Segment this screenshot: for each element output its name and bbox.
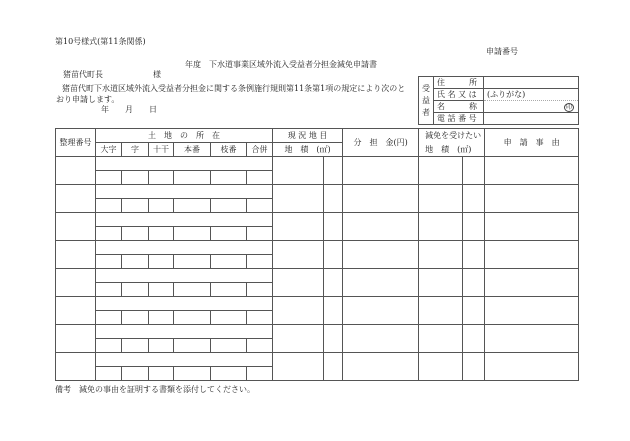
ref-no-cell[interactable]	[56, 269, 96, 297]
edaban-cell[interactable]	[211, 199, 247, 213]
land-area-decimal-cell[interactable]	[324, 297, 343, 325]
aza-cell[interactable]	[122, 339, 149, 353]
gappei-cell[interactable]	[247, 171, 273, 185]
location-cell[interactable]	[96, 269, 273, 283]
table-row	[56, 185, 579, 199]
share-cell[interactable]	[343, 241, 419, 269]
jikkan-cell[interactable]	[149, 255, 174, 269]
gappei-cell[interactable]	[247, 199, 273, 213]
aza-cell[interactable]	[122, 311, 149, 325]
jikkan-cell[interactable]	[149, 367, 174, 381]
jikkan-cell[interactable]	[149, 199, 174, 213]
oaza-cell[interactable]	[96, 367, 122, 381]
honban-cell[interactable]	[174, 227, 211, 241]
ref-no-cell[interactable]	[56, 325, 96, 353]
land-area-cell[interactable]	[273, 269, 324, 297]
table-row	[56, 269, 579, 283]
oaza-cell[interactable]	[96, 311, 122, 325]
header-gappei: 合併	[247, 143, 273, 157]
exempt-area-decimal-cell[interactable]	[463, 353, 485, 381]
oaza-cell[interactable]	[96, 199, 122, 213]
honban-cell[interactable]	[174, 283, 211, 297]
honban-cell[interactable]	[174, 171, 211, 185]
ref-no-cell[interactable]	[56, 297, 96, 325]
header-honban: 本番	[174, 143, 211, 157]
exempt-area-cell[interactable]	[419, 297, 463, 325]
honban-cell[interactable]	[174, 255, 211, 269]
land-area-cell[interactable]	[273, 297, 324, 325]
exempt-area-cell[interactable]	[419, 353, 463, 381]
name-label: 氏 名 又 は	[434, 89, 484, 101]
reason-cell[interactable]	[485, 241, 579, 269]
gappei-cell[interactable]	[247, 367, 273, 381]
side-char: 受	[422, 83, 430, 93]
name-label-2: 名 称	[434, 101, 484, 113]
reason-cell[interactable]	[485, 157, 579, 185]
land-area-cell[interactable]	[273, 325, 324, 353]
header-jikkan: 十干	[149, 143, 174, 157]
ref-no-cell[interactable]	[56, 157, 96, 185]
location-cell[interactable]	[96, 241, 273, 255]
exempt-area-cell[interactable]	[419, 157, 463, 185]
reason-cell[interactable]	[485, 297, 579, 325]
oaza-cell[interactable]	[96, 283, 122, 297]
seal-icon: 印	[565, 104, 572, 111]
side-char: 者	[422, 107, 430, 117]
furigana-field[interactable]	[484, 89, 579, 101]
land-area-cell[interactable]	[273, 353, 324, 381]
land-area-decimal-cell[interactable]	[324, 185, 343, 213]
jikkan-cell[interactable]	[149, 227, 174, 241]
share-cell[interactable]	[343, 213, 419, 241]
table-row	[56, 297, 579, 311]
recipient-side-label	[419, 77, 434, 125]
exempt-area-decimal-cell[interactable]	[463, 157, 485, 185]
location-cell[interactable]	[96, 213, 273, 227]
edaban-cell[interactable]	[211, 311, 247, 325]
phone-label: 電 話 番 号	[434, 113, 484, 125]
edaban-cell[interactable]	[211, 283, 247, 297]
honban-cell[interactable]	[174, 311, 211, 325]
body-text-line2: おり申請します。	[56, 95, 120, 104]
jikkan-cell[interactable]	[149, 171, 174, 185]
aza-cell[interactable]	[122, 283, 149, 297]
jikkan-cell[interactable]	[149, 283, 174, 297]
exempt-area-decimal-cell[interactable]	[463, 185, 485, 213]
gappei-cell[interactable]	[247, 311, 273, 325]
ref-no-cell[interactable]	[56, 241, 96, 269]
table-row	[56, 213, 579, 227]
land-area-cell[interactable]	[273, 241, 324, 269]
side-char: 益	[422, 95, 430, 105]
reason-cell[interactable]	[485, 213, 579, 241]
form-number: 第10号様式(第11条関係)	[55, 37, 146, 46]
aza-cell[interactable]	[122, 171, 149, 185]
land-area-decimal-cell[interactable]	[324, 213, 343, 241]
gappei-cell[interactable]	[247, 283, 273, 297]
date-day: 日	[149, 105, 157, 114]
table-row	[56, 241, 579, 255]
aza-cell[interactable]	[122, 199, 149, 213]
header-aza: 字	[122, 143, 149, 157]
exempt-area-cell[interactable]	[419, 269, 463, 297]
header-reason: 申 請 事 由	[485, 129, 579, 157]
location-cell[interactable]	[96, 157, 273, 171]
gappei-cell[interactable]	[247, 255, 273, 269]
ref-no-cell[interactable]	[56, 353, 96, 381]
land-area-cell[interactable]	[273, 213, 324, 241]
header-oaza: 大字	[96, 143, 122, 157]
location-cell[interactable]	[96, 353, 273, 367]
exempt-area-decimal-cell[interactable]	[463, 213, 485, 241]
edaban-cell[interactable]	[211, 339, 247, 353]
jikkan-cell[interactable]	[149, 311, 174, 325]
oaza-cell[interactable]	[96, 255, 122, 269]
honban-cell[interactable]	[174, 367, 211, 381]
exempt-area-cell[interactable]	[419, 325, 463, 353]
ref-no-cell[interactable]	[56, 185, 96, 213]
honban-cell[interactable]	[174, 339, 211, 353]
header-edaban: 枝番	[211, 143, 247, 157]
application-table	[55, 128, 579, 381]
share-cell[interactable]	[343, 185, 419, 213]
aza-cell[interactable]	[122, 367, 149, 381]
exempt-area-cell[interactable]	[419, 241, 463, 269]
table-row	[56, 353, 579, 367]
note: 備考 減免の事由を証明する書類を添付してください。	[55, 385, 255, 394]
exempt-area-cell[interactable]	[419, 213, 463, 241]
header-exempt-area: 地 積 (㎡)	[419, 143, 485, 157]
reason-cell[interactable]	[485, 185, 579, 213]
furigana-label: (ふりがな)	[487, 90, 526, 99]
address-field[interactable]	[484, 77, 579, 89]
oaza-cell[interactable]	[96, 339, 122, 353]
location-cell[interactable]	[96, 185, 273, 199]
honorific: 様	[153, 70, 161, 79]
header-location: 土 地 の 所 在	[96, 129, 273, 143]
aza-cell[interactable]	[122, 255, 149, 269]
body-text-line1: 猪苗代町下水道区域外流入受益者分担金に関する条例施行規則第11条第1項の規定により次のと	[62, 84, 406, 93]
oaza-cell[interactable]	[96, 171, 122, 185]
location-cell[interactable]	[96, 297, 273, 311]
reason-cell[interactable]	[485, 269, 579, 297]
addressee: 猪苗代町長	[63, 70, 103, 79]
share-cell[interactable]	[343, 269, 419, 297]
share-cell[interactable]	[343, 297, 419, 325]
name-field[interactable]	[484, 101, 579, 113]
edaban-cell[interactable]	[211, 255, 247, 269]
exempt-area-decimal-cell[interactable]	[463, 325, 485, 353]
gappei-cell[interactable]	[247, 339, 273, 353]
land-area-decimal-cell[interactable]	[324, 157, 343, 185]
aza-cell[interactable]	[122, 227, 149, 241]
edaban-cell[interactable]	[211, 171, 247, 185]
share-cell[interactable]	[343, 325, 419, 353]
date-year: 年	[101, 105, 109, 114]
oaza-cell[interactable]	[96, 227, 122, 241]
page-title: 年度 下水道事業区域外流入受益者分担金減免申請書	[185, 60, 377, 69]
table-row	[56, 325, 579, 339]
land-area-decimal-cell[interactable]	[324, 241, 343, 269]
header-land-use: 現 況 地 目	[273, 129, 343, 143]
land-area-cell[interactable]	[273, 185, 324, 213]
land-area-decimal-cell[interactable]	[324, 353, 343, 381]
header-ref-no: 整理番号	[56, 129, 96, 157]
header-exempt: 減免を受けたい	[419, 129, 485, 143]
edaban-cell[interactable]	[211, 227, 247, 241]
location-cell[interactable]	[96, 325, 273, 339]
jikkan-cell[interactable]	[149, 339, 174, 353]
land-area-decimal-cell[interactable]	[324, 269, 343, 297]
land-area-cell[interactable]	[273, 157, 324, 185]
recipient-box	[418, 76, 579, 125]
reason-cell[interactable]	[485, 325, 579, 353]
share-cell[interactable]	[343, 353, 419, 381]
exempt-area-decimal-cell[interactable]	[463, 241, 485, 269]
exempt-area-decimal-cell[interactable]	[463, 297, 485, 325]
phone-field[interactable]	[484, 113, 579, 125]
ref-no-cell[interactable]	[56, 213, 96, 241]
share-cell[interactable]	[343, 157, 419, 185]
date-month: 月	[125, 105, 133, 114]
edaban-cell[interactable]	[211, 367, 247, 381]
address-label: 住 所	[434, 77, 484, 89]
honban-cell[interactable]	[174, 199, 211, 213]
header-share: 分 担 金(円)	[343, 129, 419, 157]
land-area-decimal-cell[interactable]	[324, 325, 343, 353]
exempt-area-cell[interactable]	[419, 185, 463, 213]
reason-cell[interactable]	[485, 353, 579, 381]
gappei-cell[interactable]	[247, 227, 273, 241]
application-number-label: 申請番号	[486, 47, 518, 56]
table-row	[56, 157, 579, 171]
exempt-area-decimal-cell[interactable]	[463, 269, 485, 297]
header-area: 地 積 (㎡)	[273, 143, 343, 157]
